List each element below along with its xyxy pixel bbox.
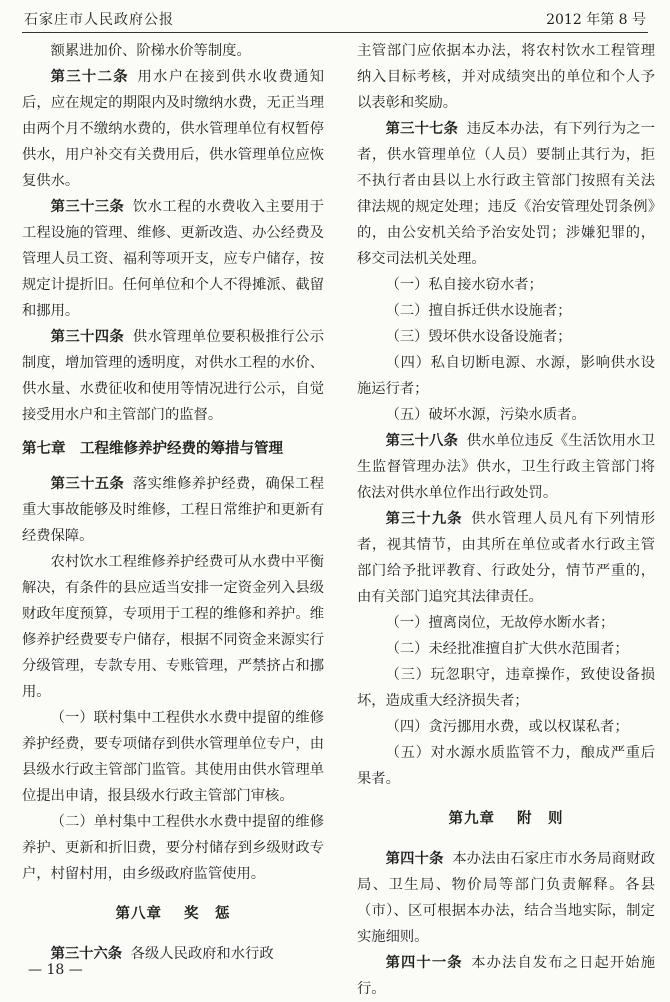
chapter-title: 附 则 (517, 811, 564, 827)
header-rule (22, 32, 648, 33)
article-32 (22, 64, 324, 194)
paragraph: 农村饮水工程维修养护经费可从水费中平衡解决，有条件的县应适当安排一定资金列入县级财政年度预算，专项用于工程的维修和养护。维修养护经费要专户储存，根据不同资金来源实行分级管理，专款专用、专账管理，严禁挤占和挪用。 (22, 554, 324, 700)
article-text: 饮水工程的水费收入主要用于工程设施的管理、维修、更新改造、办公经费及管理人员工资、福利等项开支，应专户储存，按规定计提折旧。任何单位和个人不得摊派、截留和挪用。 (22, 199, 325, 319)
article-label: 第三十五条 (50, 476, 125, 492)
article-34 (22, 324, 324, 428)
article-text: 各级人民政府和水行政 (130, 946, 274, 962)
list-item: （一）擅离岗位，无故停水断水者； (385, 615, 615, 631)
paragraph: 主管部门应依据本办法，将农村饮水工程管理纳入目标考核，并对成绩突出的单位和个人予以表彰和奖励。 (357, 43, 655, 111)
article-text: 用水户在接到供水收费通知后，应在规定的期限内及时缴纳水费，无正当理由两个月不缴纳水费的，供水管理单位有权暂停供水，用户补交有关费用后，供水管理单位应恢复供水。 (22, 69, 325, 189)
article-37 (357, 116, 655, 272)
article-39 (357, 506, 655, 610)
list-item: （五）对水源水质监管不力，酿成严重后果者。 (357, 745, 655, 787)
article-40 (357, 846, 655, 950)
right-column (357, 38, 655, 1002)
article-label: 第三十八条 (385, 433, 459, 449)
list-item: （一）私自接水窃水者； (385, 277, 543, 293)
chapter-7-heading: 第七章 工程维修养护经费的筹措与管理 (22, 441, 283, 457)
list-item: （二）单村集中工程供水水费中提留的维修养护、更新和折旧费，要分村储存到乡级财政专户，村留村用，由乡级政府监管使用。 (22, 814, 324, 882)
article-text: 落实维修养护经费，确保工程重大事故能够及时维修，工程日常维护和更新有经费保障。 (22, 476, 325, 544)
article-text: 本办法由石家庄市水务局商财政局、卫生局、物价局等部门负责解释。各县（市）、区可根据本办法，结合当地实际，制定实施细则。 (357, 851, 656, 945)
page-header (22, 6, 648, 28)
article-text: 供水管理人员凡有下列情形者，视其情节，由其所在单位或者水行政主管部门给予批评教育、行政处分，情节严重的，由有关部门追究其法律责任。 (357, 511, 656, 605)
article-label: 第三十四条 (50, 329, 125, 345)
article-33 (22, 194, 324, 324)
list-item: （三）玩忽职守，违章操作，致使设备损坏，造成重大经济损失者； (357, 667, 655, 709)
chapter-8-heading (22, 901, 324, 927)
issue-number: 2012 年第 8 号 (546, 12, 646, 28)
list-item: （二）未经批准擅自扩大供水范围者； (385, 641, 629, 657)
paragraph: 额累进加价、阶梯水价等制度。 (50, 43, 251, 59)
article-label: 第四十一条 (385, 955, 463, 971)
list-item: （四）私自切断电源、水源，影响供水设施运行者； (357, 355, 655, 397)
article-text: 本办法自发布之日起开始施行。 (357, 955, 656, 997)
list-item: （四）贪污挪用水费，或以权谋私者； (385, 719, 629, 735)
journal-title: 石家庄市人民政府公报 (24, 12, 174, 28)
chapter-title: 奖 惩 (184, 906, 231, 922)
article-text: 供水单位违反《生活饮用水卫生监督管理办法》供水，卫生行政主管部门将依法对供水单位作出行政处罚。 (357, 433, 656, 501)
article-label: 第三十三条 (50, 199, 125, 215)
article-38 (357, 428, 655, 506)
article-label: 第三十二条 (50, 69, 129, 85)
article-text: 违反本办法，有下列行为之一者，供水管理单位（人员）要制止其行为，拒不执行者由县以上水行政主管部门按照有关法律法规的规定处理；违反《治安管理处罚条例》的，由公安机关给予治安处罚；涉嫌犯罪的，移交司法机关处理。 (357, 121, 656, 267)
list-item: （二）擅自拆迁供水设施者； (385, 303, 572, 319)
list-item: （一）联村集中工程供水水费中提留的维修养护经费，要专项储存到供水管理单位专户，由县级水行政主管部门监管。其使用由供水管理单位提出申请，报县级水行政主管部门审核。 (22, 710, 324, 804)
list-item: （三）毁坏供水设备设施者； (385, 329, 572, 345)
article-label: 第三十七条 (385, 121, 459, 137)
article-35 (22, 471, 324, 549)
article-text: 供水管理单位要积极推行公示制度，增加管理的透明度，对供水工程的水价、供水量、水费征收和使用等情况进行公示，自觉接受用水户和主管部门的监督。 (22, 329, 325, 423)
chapter-number: 第八章 (115, 906, 162, 922)
list-item: （五）破坏水源，污染水质者。 (385, 407, 586, 423)
article-label: 第三十九条 (385, 511, 463, 527)
left-column (22, 38, 324, 967)
chapter-number: 第九章 (448, 811, 495, 827)
article-label: 第四十条 (385, 851, 444, 867)
article-label: 第三十六条 (50, 946, 123, 962)
page-number: — 18 — (28, 962, 83, 978)
chapter-9-heading (357, 806, 655, 832)
article-41 (357, 950, 655, 1002)
